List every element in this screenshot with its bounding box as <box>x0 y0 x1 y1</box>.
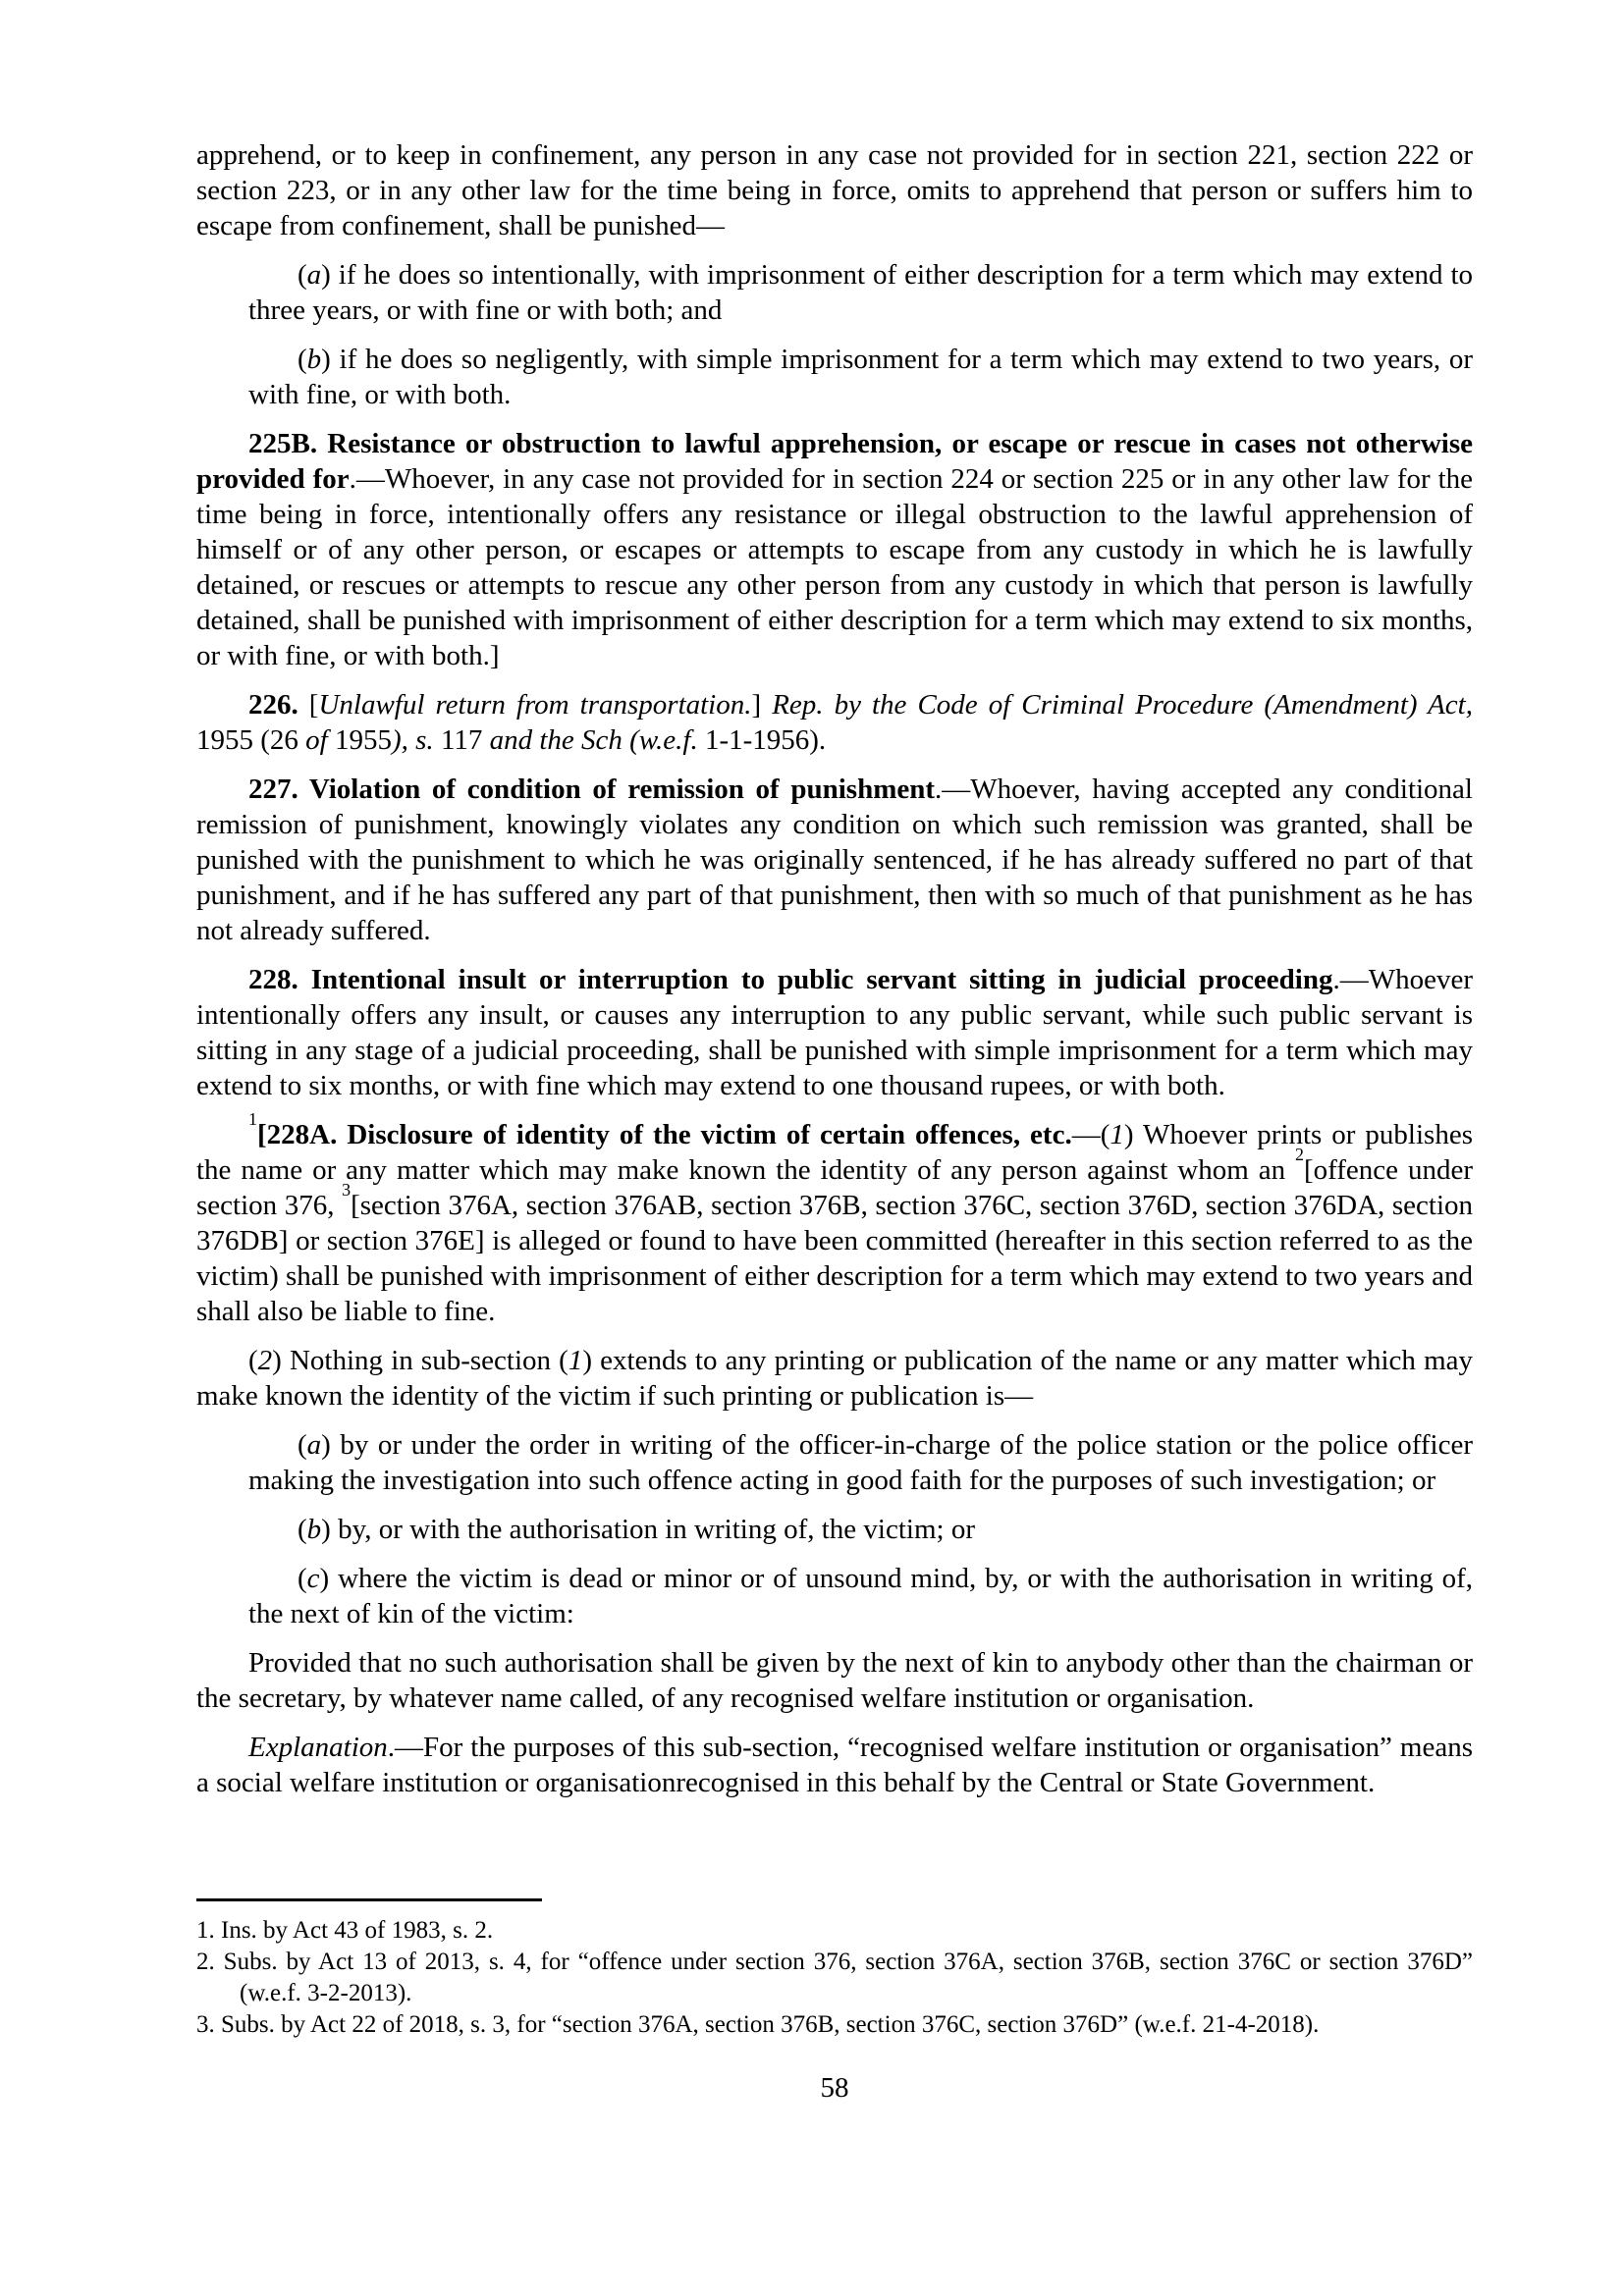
footnote-separator <box>196 1898 542 1901</box>
text-run: 227. Violation of condition of remission of punishment <box>248 774 936 805</box>
text-run: ( <box>298 259 307 291</box>
text-run: 2. Subs. by Act 13 of 2013, s. 4, for “offence under section 376, section 376A, section 376B, section 376C or section 376D” (w.e.f. 3-2-2013). <box>196 1949 1473 2006</box>
text-run: ( <box>298 1429 307 1461</box>
text-run: ( <box>298 344 307 375</box>
text-run: 1955 <box>334 724 392 756</box>
text-run: Explanation <box>248 1732 388 1763</box>
paragraph <box>196 1645 1473 1716</box>
text-run: 1 <box>1110 1119 1124 1150</box>
text-run: 1 <box>568 1345 583 1376</box>
text-run: .—For the purposes of this sub-section, “recognised welfare institution or organisation” means a social welfare institution or organisationrecognised in this behalf by the Central or State Government. <box>196 1732 1473 1798</box>
text-run: a <box>306 1429 322 1461</box>
page-content <box>196 137 1473 1800</box>
text-run: 225B. Resistance or obstruction to lawful apprehension, or escape or rescue in cases not otherwise provided for <box>196 428 1473 495</box>
footnote-item <box>196 1915 1473 1947</box>
text-run: Unlawful return from transportation. <box>318 689 752 721</box>
text-run: ( <box>248 1345 258 1376</box>
text-run: —( <box>1071 1119 1110 1150</box>
footnote-item <box>196 1947 1473 2009</box>
text-run: [offence under section 376, <box>196 1154 1474 1221</box>
paragraph <box>248 257 1473 328</box>
text-run: ( <box>298 1514 307 1545</box>
footnote-ref: 3 <box>342 1180 352 1201</box>
text-run: ( <box>298 1563 307 1594</box>
text-run: .—Whoever intentionally offers any insult, or causes any interruption to any public servant, while such public servant is sitting in any stage of a judicial proceeding, shall be punished with simple imprisonment for a term which may extend to six months, or with fine which may extend to one thousand rupees, or with both. <box>196 964 1473 1101</box>
text-run: .—Whoever, having accepted any conditional remission of punishment, knowingly violates any condition on which such remission was granted, shall be punished with the punishment to which he was originally sentenced, if he has already suffered no part of that punishment, and if he has suffered any part of that punishment, then with so much of that punishment as he has not already suffered. <box>196 774 1473 946</box>
text-run: ) if he does so intentionally, with imprisonment of either description for a term which may extend to three years, or with fine or with both; and <box>248 259 1473 326</box>
text-run: 1-1-1956). <box>704 724 827 756</box>
paragraph <box>196 687 1473 758</box>
text-run: [228A. Disclosure of identity of the victim of certain offences, etc. <box>256 1119 1072 1150</box>
page-number: 58 <box>820 2072 849 2104</box>
text-run: and the Sch (w.e.f. <box>489 724 705 756</box>
paragraph <box>196 1109 1474 1329</box>
text-run: 226. <box>248 689 298 721</box>
footnote-ref: 2 <box>1295 1145 1304 1165</box>
text-run: 117 <box>440 724 490 756</box>
paragraph <box>196 1730 1473 1800</box>
text-run: 3. Subs. by Act 22 of 2018, s. 3, for “section 376A, section 376B, section 376C, section 376D” (w.e.f. 21-4-2018). <box>196 2011 1320 2038</box>
text-run: ) extends to any printing or publication of the name or any matter which may make known the identity of the victim if such printing or publication is— <box>196 1345 1474 1412</box>
text-run: ) Nothing in sub-section ( <box>272 1345 568 1376</box>
text-run: 1955 (26 <box>196 724 306 756</box>
text-run: apprehend, or to keep in confinement, any person in any case not provided for in section 221, section 222 or section 223, or in any other law for the time being in force, omits to apprehend that person or suffers him to escape from confinement, shall be punished— <box>196 139 1473 241</box>
paragraph <box>248 1427 1473 1498</box>
paragraph <box>196 962 1473 1103</box>
paragraph <box>196 1343 1473 1414</box>
text-run: a <box>306 259 322 291</box>
text-run: of <box>305 724 335 756</box>
paragraph <box>248 1561 1473 1631</box>
paragraph <box>196 426 1473 673</box>
text-run: ] <box>751 689 773 721</box>
footnote-item <box>196 2009 1473 2041</box>
text-run: [ <box>298 689 319 721</box>
footnote-ref: 1 <box>248 1109 257 1130</box>
text-run: Rep. by the Code of Criminal Procedure (Amendment) Act, <box>772 689 1473 721</box>
text-run: ) where the victim is dead or minor or of unsound mind, by, or with the authorisation in writing of, the next of kin of the victim: <box>248 1563 1473 1629</box>
text-run: ) by or under the order in writing of the officer-in-charge of the police station or the police officer making the investigation into such offence acting in good faith for the purposes of such investigation; or <box>248 1429 1473 1496</box>
text-run: b <box>306 344 322 375</box>
text-run: .—Whoever, in any case not provided for in section 224 or section 225 or in any other law for the time being in force, intentionally offers any resistance or illegal obstruction to the lawful apprehension of himself or of any other person, or escapes or attempts to escape from any custody in which he is lawfully detained, or rescues or attempts to rescue any other person from any custody in which that person is lawfully detained, shall be punished with imprisonment of either description for a term which may extend to six months, or with fine, or with both.] <box>196 463 1473 671</box>
text-run: [section 376A, section 376AB, section 376B, section 376C, section 376D, section 376DA, section 376DB] or section 376E] is alleged or found to have been committed (hereafter in this section referred to as the victim) shall be punished with imprisonment of either description for a term which may extend to two years and shall also be liable to fine. <box>196 1190 1473 1327</box>
paragraph <box>248 342 1473 412</box>
text-run: ), s. <box>391 724 441 756</box>
text-run: Provided that no such authorisation shall be given by the next of kin to anybody other than the chairman or the secretary, by whatever name called, of any recognised welfare institution or organisation. <box>196 1647 1473 1714</box>
text-run: ) by, or with the authorisation in writing of, the victim; or <box>321 1514 975 1545</box>
text-run: 228. Intentional insult or interruption to public servant sitting in judicial proceeding <box>248 964 1333 995</box>
text-run: ) if he does so negligently, with simple imprisonment for a term which may extend to two years, or with fine, or with both. <box>248 344 1473 410</box>
paragraph <box>196 772 1473 948</box>
text-run: 2 <box>257 1345 273 1376</box>
text-run: 1. Ins. by Act 43 of 1983, s. 2. <box>196 1917 494 1944</box>
text-run: b <box>306 1514 322 1545</box>
paragraph <box>248 1512 1473 1547</box>
footnotes <box>196 1898 1473 2041</box>
footnote-list <box>196 1915 1473 2041</box>
text-run: c <box>306 1563 320 1594</box>
paragraph <box>196 137 1473 243</box>
text-run: ) Whoever prints or publishes the name or any matter which may make known the identity of any person against whom an <box>196 1119 1473 1186</box>
